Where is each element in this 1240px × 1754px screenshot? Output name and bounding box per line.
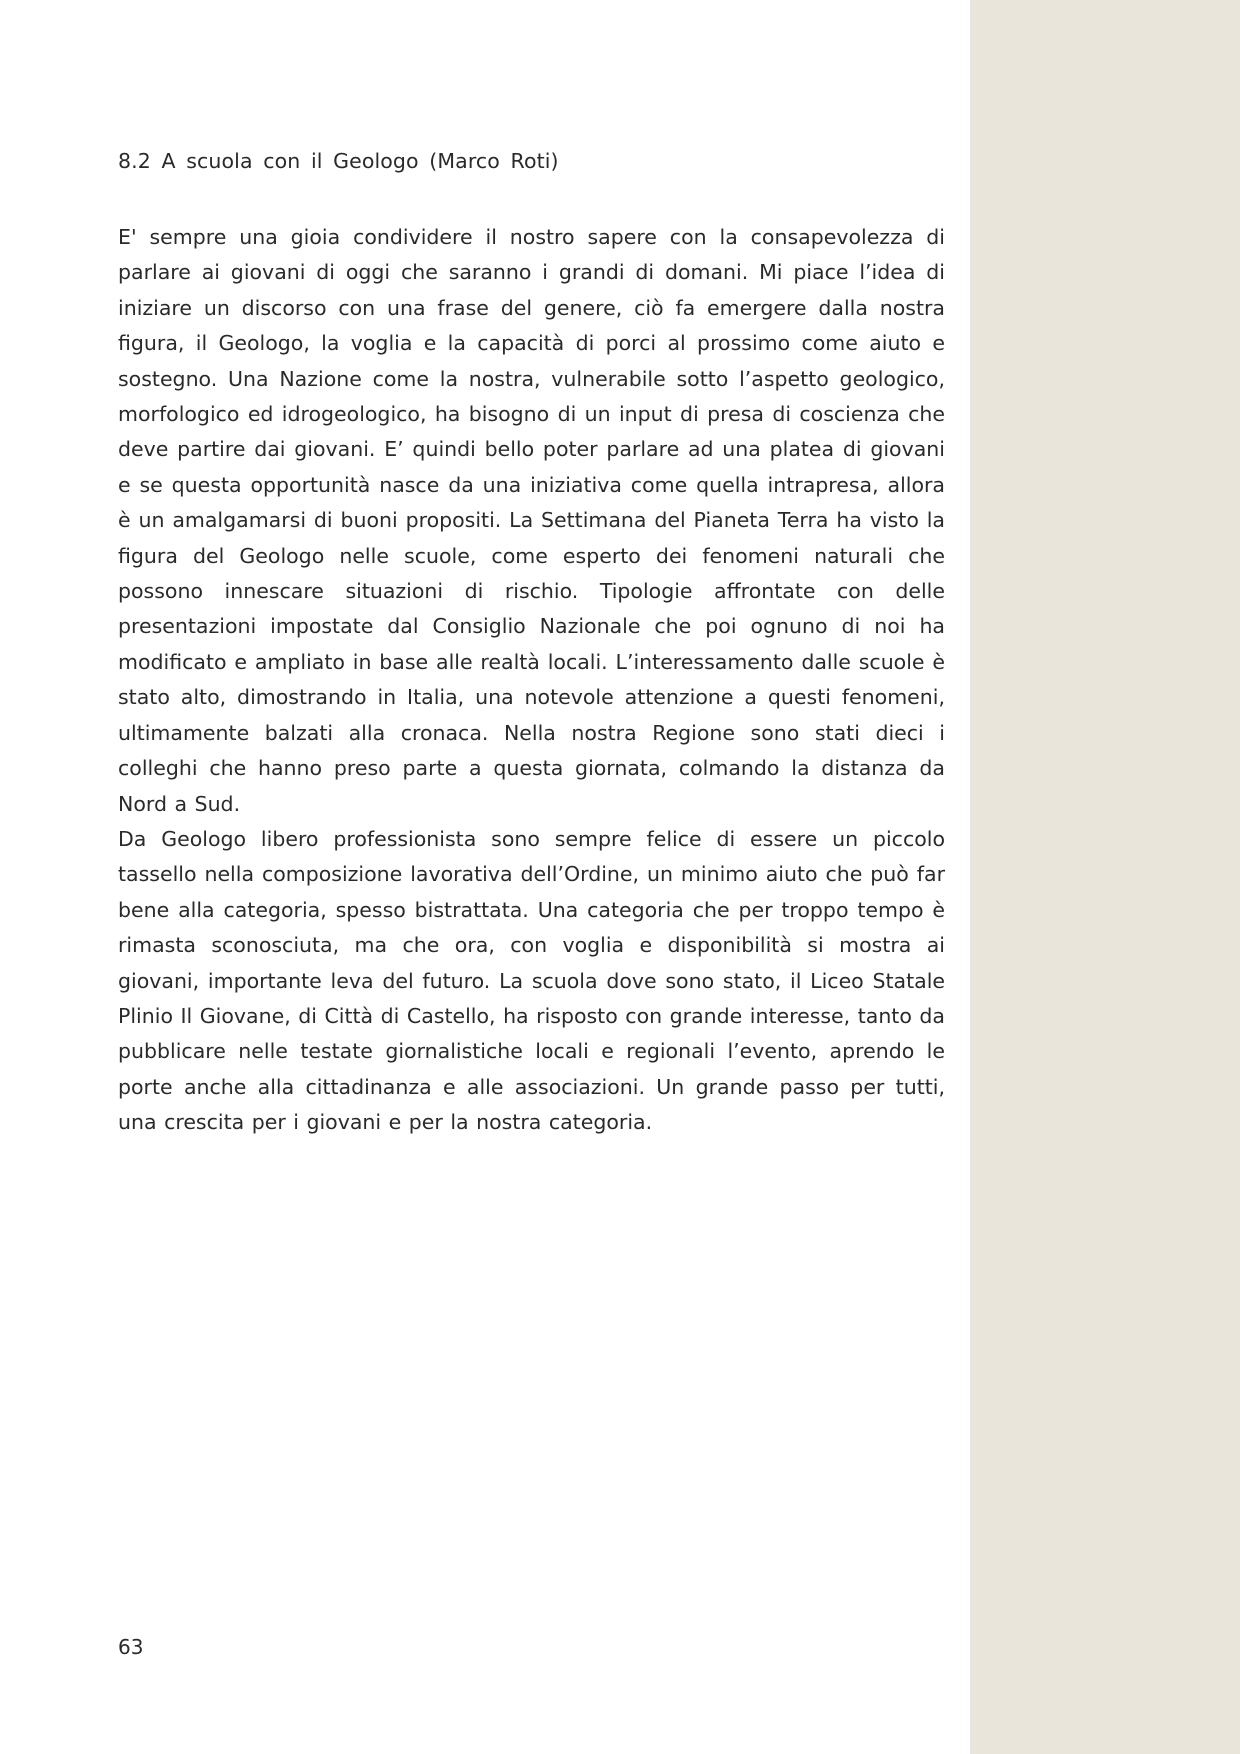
body-paragraph-1: E' sempre una gioia condividere il nostro sapere con la consapevolezza di parlare ai giovani di oggi che saranno i grandi di domani. Mi piace l’idea di iniziare un discorso con una frase del genere, ciò fa emergere dalla nostra figura, il Geologo, la voglia e la capacità di porci al prossimo come aiuto e sostegno. Una Nazione come la nostra, vulnerabile sotto l’aspetto geologico, morfologico ed idrogeologico, ha bisogno di un input di presa di coscienza che deve partire dai giovani. E’ quindi bello poter parlare ad una platea di giovani e se questa opportunità nasce da una iniziativa come quella intrapresa, allora è un amalgamarsi di buoni propositi. La Settimana del Pianeta Terra ha visto la figura del Geologo nelle scuole, come esperto dei fenomeni naturali che possono innescare situazioni di rischio. Tipologie affrontate con delle presentazioni impostate dal Consiglio Nazionale che poi ognuno di noi ha modificato e ampliato in base alle realtà locali. L’interessamento dalle scuole è stato alto, dimostrando in Italia, una notevole attenzione a questi fenomeni, ultimamente balzati alla cronaca. Nella nostra Regione sono stati dieci i colleghi che hanno preso parte a questa giornata, colmando la distanza da Nord a Sud. — [118, 225, 945, 816]
page-content — [118, 146, 945, 1141]
section-title: 8.2 A scuola con il Geologo (Marco Roti) — [118, 149, 559, 173]
body-paragraph-2: Da Geologo libero professionista sono sempre felice di essere un piccolo tassello nella composizione lavorativa dell’Ordine, un minimo aiuto che può far bene alla categoria, spesso bistrattata. Una categoria che per troppo tempo è rimasta sconosciuta, ma che ora, con voglia e disponibilità si mostra ai giovani, importante leva del futuro. La scuola dove sono stato, il Liceo Statale Plinio Il Giovane, di Città di Castello, ha risposto con grande interesse, tanto da pubblicare nelle testate giornalistiche locali e regionali l’evento, aprendo le porte anche alla cittadinanza e alle associazioni. Un grande passo per tutti, una crescita per i giovani e per la nostra categoria. — [118, 826, 945, 1135]
decorative-side-band — [970, 0, 1240, 1754]
page-number: 63 — [118, 1635, 144, 1659]
